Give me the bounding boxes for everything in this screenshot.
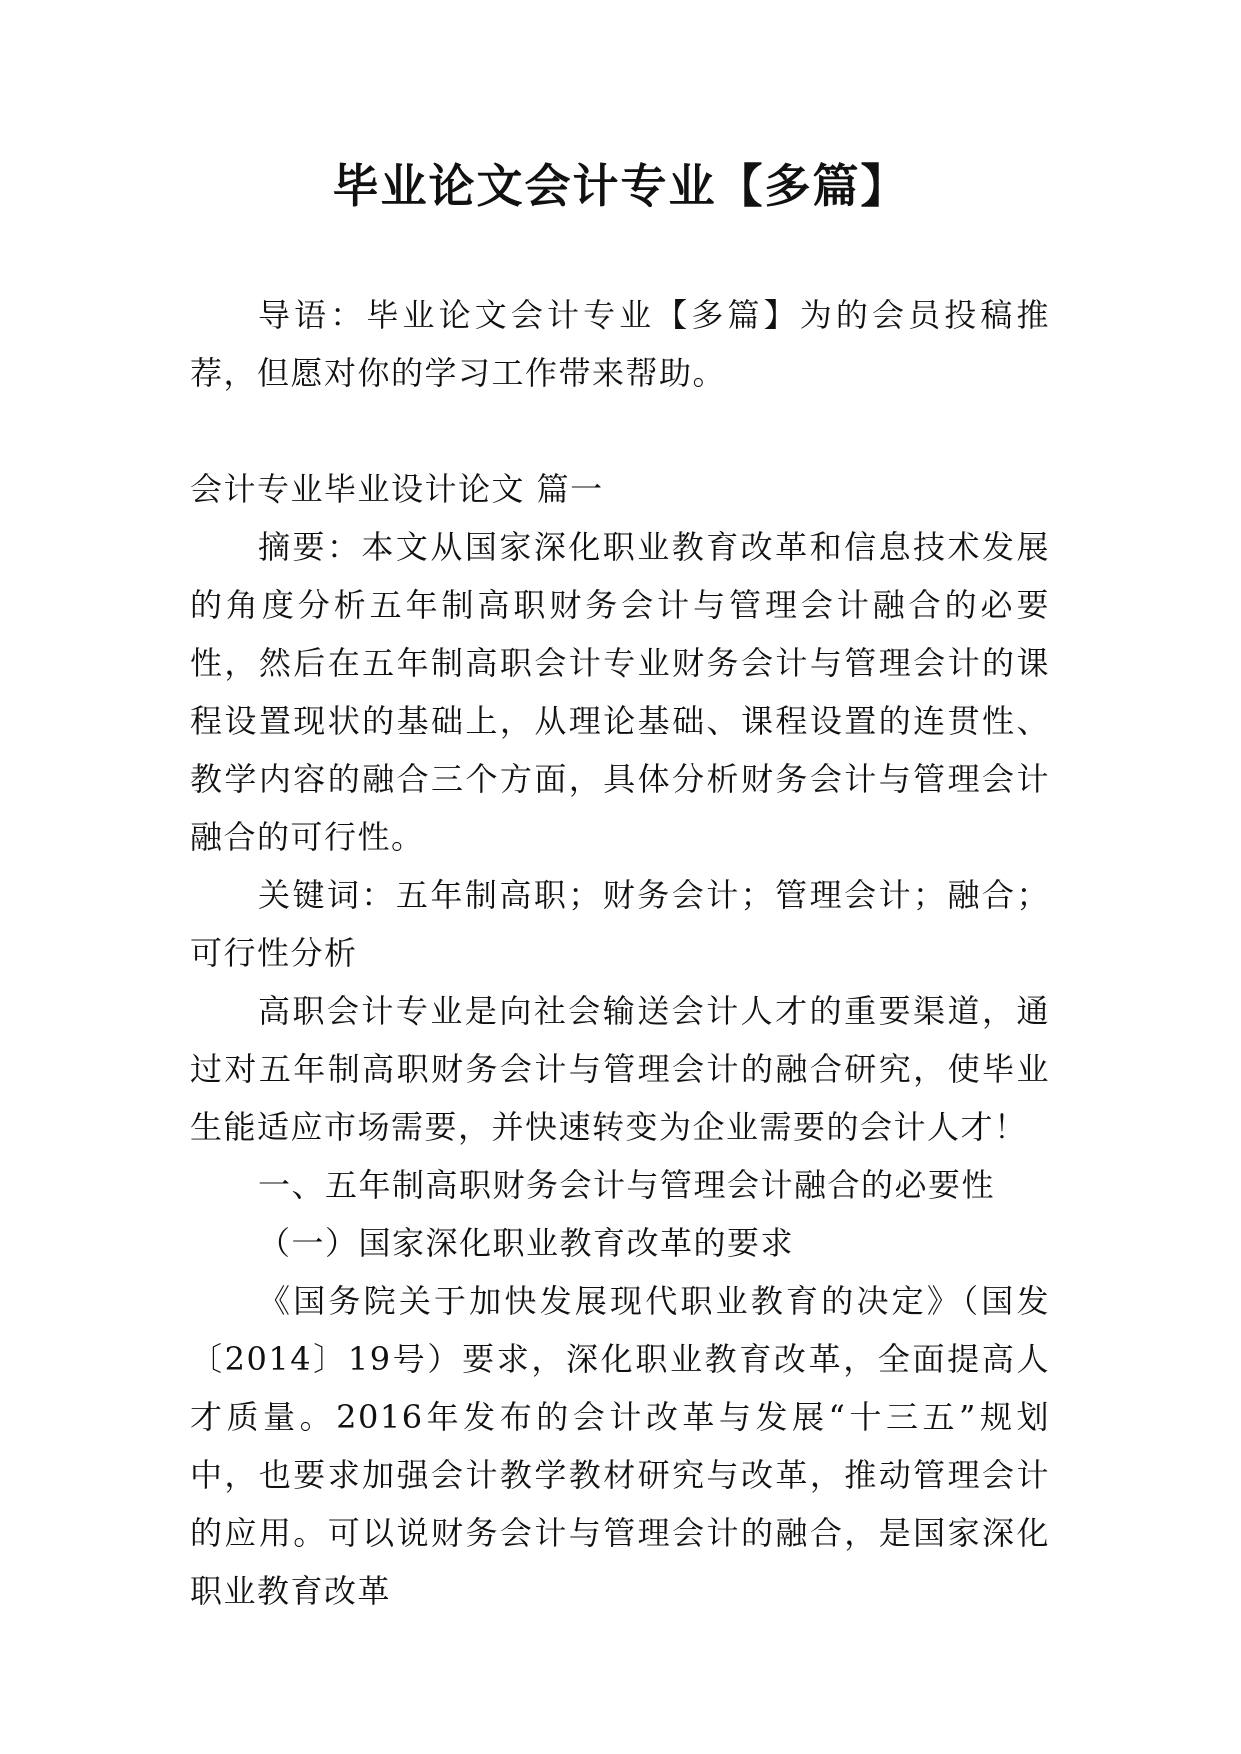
document-body xyxy=(190,286,1050,1620)
section-heading: 会计专业毕业设计论文 篇一 xyxy=(190,470,604,508)
keywords-paragraph: 关键词：五年制高职；财务会计；管理会计；融合；可行性分析 xyxy=(190,876,1050,972)
heading-level-2: （一）国家深化职业教育改革的要求 xyxy=(258,1224,795,1262)
document-title: 毕业论文会计专业【多篇】 xyxy=(332,159,909,213)
heading-level-1: 一、五年制高职财务会计与管理会计融合的必要性 xyxy=(258,1166,996,1204)
body-paragraph-continued: 《国务院关于加快发展现代职业教育的决定》（国发〔2014〕19号）要求，深化职业教育改革，全面提高人才质量。2016年发布的会计改革与发展“十三五”规划中，也要求加强会计教学教材研究与改革，推动管理会计的应用。可以说财务会计与管理会计的融合，是国家深化职业教育改革 xyxy=(190,1282,1050,1610)
intro-paragraph: 导语：毕业论文会计专业【多篇】为的会员投稿推荐，但愿对你的学习工作带来帮助。 xyxy=(190,296,1050,392)
body-paragraph: 高职会计专业是向社会输送会计人才的重要渠道，通过对五年制高职财务会计与管理会计的融合研究，使毕业生能适应市场需要，并快速转变为企业需要的会计人才！ xyxy=(190,992,1050,1146)
abstract-paragraph: 摘要：本文从国家深化职业教育改革和信息技术发展的角度分析五年制高职财务会计与管理会计融合的必要性，然后在五年制高职会计专业财务会计与管理会计的课程设置现状的基础上，从理论基础、课程设置的连贯性、教学内容的融合三个方面，具体分析财务会计与管理会计融合的可行性。 xyxy=(190,528,1050,856)
paragraph-gap xyxy=(190,402,1050,460)
